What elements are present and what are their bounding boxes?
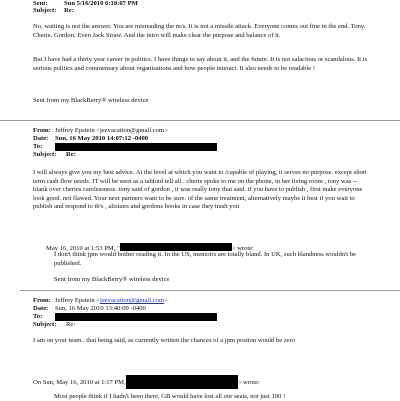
- msg3-from-label: From:: [33, 297, 51, 304]
- msg3-quote-intro: [33, 375, 260, 389]
- subject-row: [33, 7, 74, 15]
- msg2-quote-intro-end: > wrote:: [231, 245, 254, 252]
- msg2-date-label: Date:: [33, 135, 49, 142]
- msg1-paragraph-1: No, waiting is not the answer. You are misreading the m/s. It is not a missile attack. Everyone comes out fine in the end. Tony. Cherie. Gordon. Even Jack Straw. And the intro will make clear the purpose and balance of it.: [33, 23, 366, 39]
- msg1-paragraph-2: But I have had a thirty year career in politics. I have things to say about it, and the future. It is not salacious or scandalous. It is serious politics and commentary about organisations and how people interact. It also needs to be readable !: [33, 56, 368, 72]
- msg3-quote-body: Most people think if I hadn't been there, GB would have lost all our seats, not just 100 !: [54, 393, 286, 400]
- msg3-to-redaction: [55, 313, 217, 321]
- msg3-from-close: >: [164, 297, 168, 304]
- msg2-subject-value: Re:: [66, 151, 76, 158]
- msg2-quote-sender-redaction: [120, 243, 232, 251]
- msg3-quote-sender-redaction: [126, 375, 238, 389]
- sent-label: Sent:: [33, 0, 48, 7]
- msg3-subject-label: Subject:: [33, 321, 57, 328]
- msg1-signature: Sent from my BlackBerry® wireless device: [33, 97, 149, 104]
- msg3-from-value: [55, 297, 168, 305]
- sent-value: Sun 5/16/2010 6:18:07 PM: [64, 0, 138, 7]
- msg3-body: I am on your team.. that being said, as currently written the chances of a jpm positon would be zero: [33, 337, 296, 344]
- msg2-quote-signature: Sent from my BlackBerry® wireless device: [54, 276, 170, 283]
- msg3-from-name: Jeffrey Epstein <: [55, 297, 100, 304]
- msg2-subject-row: [33, 151, 76, 159]
- msg2-from-label: From:: [33, 127, 51, 134]
- msg3-to-row: [33, 313, 42, 321]
- msg2-to-label: To:: [33, 143, 43, 150]
- msg3-date-value: Sun, 16 May 2010 13:40:09 -0400: [55, 305, 146, 312]
- msg2-subject-label: Subject:: [33, 151, 57, 158]
- subject-label: Subject:: [33, 7, 57, 14]
- msg3-date-label: Date:: [33, 305, 49, 312]
- msg3-subject-value: Re:: [66, 321, 76, 328]
- divider-2: [20, 290, 400, 291]
- msg2-date-value: Sun, 16 May 2010 14:07:12 -0400: [55, 135, 149, 142]
- msg3-subject-row: [33, 321, 76, 329]
- msg3-quote-intro-start: On Sun, May 16, 2010 at 1:17 PM,: [33, 379, 126, 386]
- msg3-to-label: To:: [33, 313, 43, 320]
- msg2-body: I will always give you my best advice. At the level at which you want to /capable of playing, it serves no purpose. except short term cash flow needs. IT will be seen as a tabloid tell all . cherie spoke to me on the phone, in her living room , tony was -- blank over cheries carelessness. tony said of gordon , it was really tony that said. if you have to publish , first make everyone look good. not flawed. Your next partners want to be sure. of the same treatment, alternatively maybe it best if you wait to publish and respond to tb's , alistairs and gordons books in case they trash you: [33, 169, 367, 211]
- msg2-from-value: Jeffrey Epstein <jeevacation@gmail.com>: [55, 127, 168, 134]
- msg2-to-redaction: [55, 143, 217, 151]
- msg2-date-row: [33, 135, 149, 143]
- msg3-from-email-link[interactable]: jeevacation@gmail.com: [99, 297, 165, 304]
- msg2-from-row: [33, 127, 168, 135]
- msg2-quote-body: I don't think jpm would bother reading it. In the US, memoirs are totally bland. In UK, such blandness wouldn't be published.: [54, 251, 356, 267]
- msg3-date-row: [33, 305, 146, 313]
- subject-value: Re:: [64, 7, 74, 14]
- msg2-quote-intro-start: May 16, 2010 at 1:53 PM, ": [46, 245, 120, 252]
- msg3-quote-intro-end: > wrote:: [237, 379, 260, 386]
- msg3-from-row: [33, 297, 168, 305]
- divider-1: [0, 120, 400, 121]
- msg2-to-row: [33, 143, 42, 151]
